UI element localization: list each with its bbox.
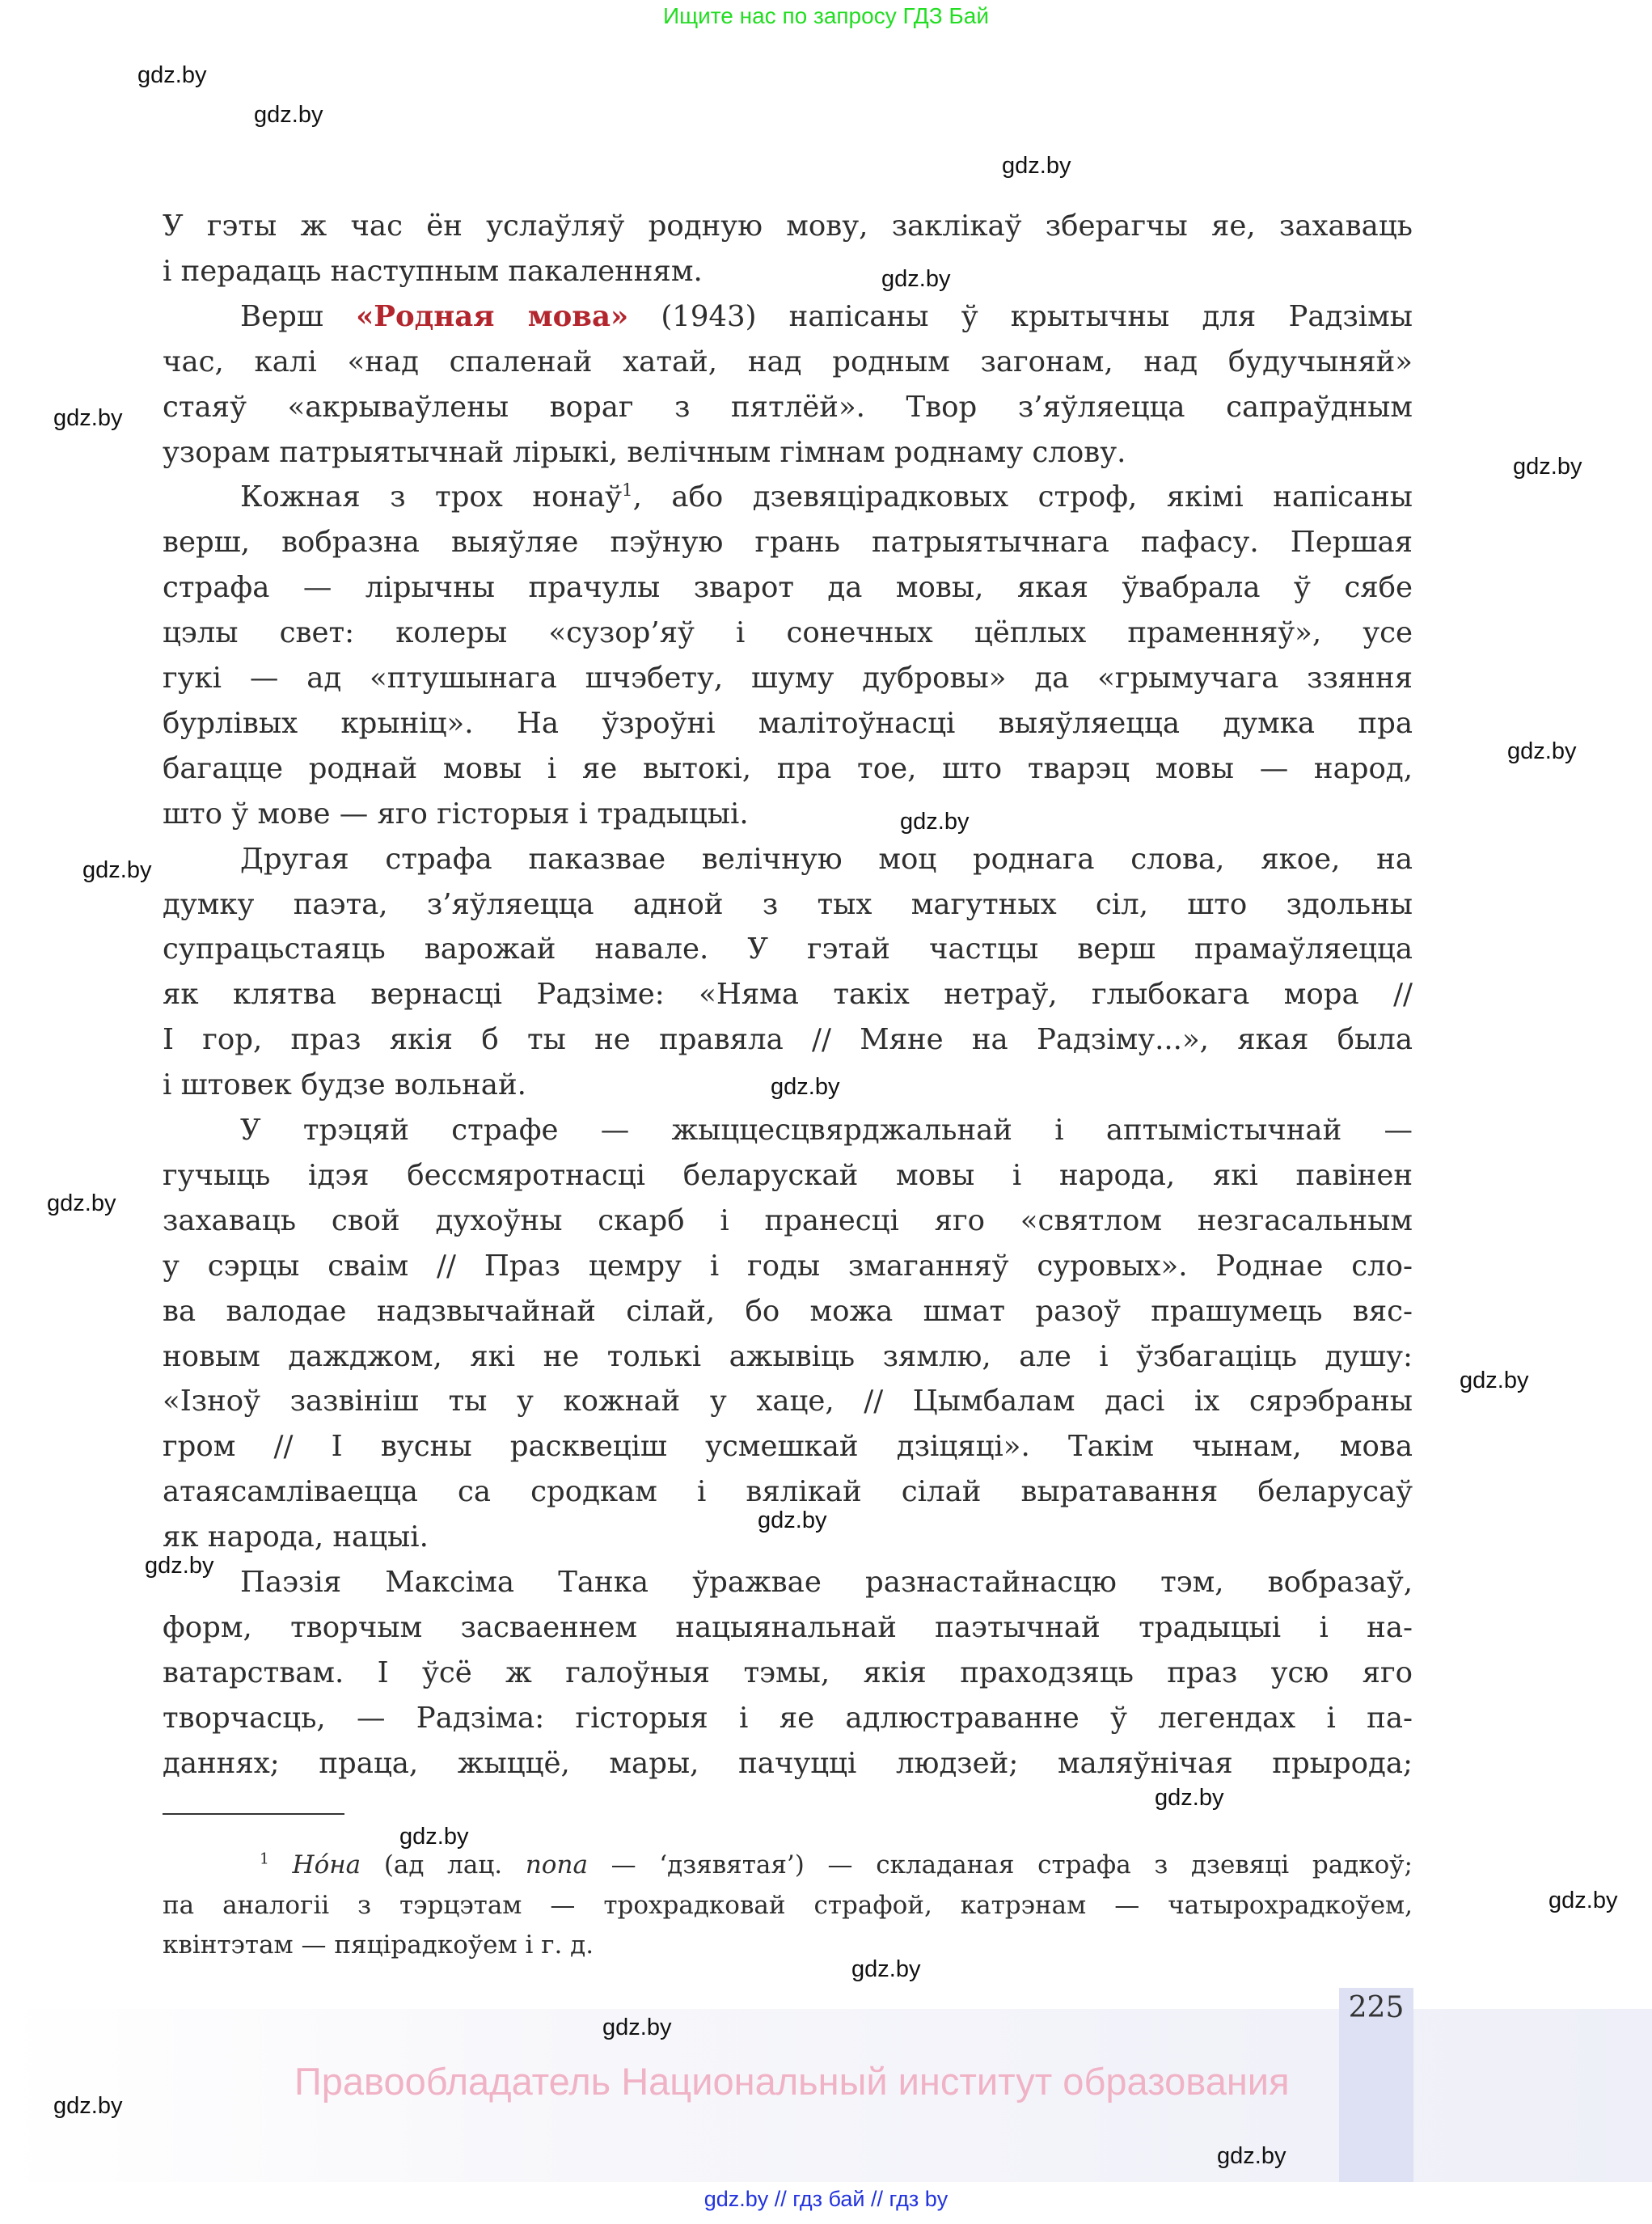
footnote-separator	[163, 1813, 344, 1815]
gdz-watermark: gdz.by	[145, 1553, 214, 1579]
body-line	[163, 1424, 1413, 1469]
body-line	[163, 837, 1413, 882]
body-line	[163, 746, 1413, 792]
text-run: У гэты ж час ён услаўляў родную мову, заклікаў зберагчы яе, захаваць	[163, 209, 1413, 243]
bottom-links[interactable]: gdz.by // гдз бай // гдз by	[703, 2187, 949, 2211]
gdz-watermark: gdz.by	[851, 1956, 921, 1982]
gdz-watermark: gdz.by	[82, 857, 152, 883]
gdz-watermark: gdz.by	[1460, 1368, 1529, 1393]
body-line	[163, 1605, 1413, 1651]
body-line	[163, 1153, 1413, 1199]
text-run: І гор, праз якія б ты не правяла // Мяне на Радзіму...», якая была	[163, 1023, 1413, 1057]
text-run: атаясамліваецца са сродкам і вялікай сілай выратавання беларусаў	[163, 1475, 1413, 1509]
gdz-watermark: gdz.by	[1217, 2143, 1287, 2169]
text-run: новым дажджом, які не толькі ажывіць зямлю, але і ўзбагаціць душу:	[163, 1339, 1413, 1373]
gdz-watermark: gdz.by	[53, 405, 123, 431]
text-run: і штовек будзе вольнай.	[163, 1068, 526, 1102]
text-run: думку паэта, з’яўляецца адной з тых магутных сіл, што здольны	[163, 887, 1413, 921]
body-line	[163, 611, 1413, 656]
poem-title: «Родная мова»	[356, 299, 629, 333]
text-run: Паэзія Максіма Танка ўражвае разнастайнасцю тэм, вобразаў,	[240, 1566, 1413, 1599]
body-line	[163, 520, 1413, 565]
italic-term: nona	[525, 1850, 588, 1879]
body-line	[163, 1379, 1413, 1424]
text-run: «Ізноў зазвініш ты у кожнай у хаце, // Цымбалам дасі іх сярэбраны	[163, 1385, 1413, 1419]
body-line	[163, 475, 1413, 520]
footnote-marker: 1	[622, 480, 633, 501]
body-line	[163, 882, 1413, 928]
body-line	[163, 294, 1413, 340]
text-run: гром // І вусны расквеціш усмешкай дзіцяці». Такім чынам, мова	[163, 1430, 1413, 1464]
body-line	[163, 1696, 1413, 1741]
rights-holder-watermark: Правообладатель Национальный институт образования	[294, 2060, 1290, 2103]
text-run: Другая страфа паказвае велічную моц роднага слова, якое, на	[240, 842, 1413, 876]
footnote-marker: 1	[260, 1850, 269, 1868]
text-run: што ў мове — яго гісторыя і традыцыі.	[163, 797, 749, 831]
gdz-watermark: gdz.by	[1513, 454, 1582, 480]
text-run: У трэцяй страфе — жыццесцвярджальнай і аптымістычнай —	[240, 1114, 1413, 1147]
body-line	[163, 430, 1413, 476]
gdz-watermark: gdz.by	[53, 2093, 123, 2119]
text-run: у сэрцы сваім // Праз цемру і годы змаганняў суровых». Роднае сло-	[163, 1249, 1413, 1283]
gdz-watermark: gdz.by	[1507, 738, 1577, 764]
body-line	[163, 1108, 1413, 1153]
text-run: страфа — лірычны прачулы зварот да мовы, якая ўвабрала ў сябе	[163, 571, 1413, 605]
text-run: (1943) напісаны ў крытычны для Радзімы	[628, 299, 1413, 333]
gdz-watermark: gdz.by	[771, 1074, 840, 1100]
text-run: гукі — ад «птушынага шчэбету, шуму дубровы» да «грымучага ззяння	[163, 662, 1413, 695]
body-line	[163, 340, 1413, 385]
text-run: Кожная з трох нонаў	[240, 480, 623, 514]
body-line	[163, 1560, 1413, 1605]
text-run: узорам патрыятычнай лірыкі, велічным гімнам роднаму слову.	[163, 435, 1126, 469]
gdz-watermark: gdz.by	[881, 266, 951, 292]
gdz-watermark: gdz.by	[602, 2015, 672, 2040]
text-run: , або дзевяцірадковых строф, якімі напісаны	[632, 480, 1413, 514]
body-line	[163, 1017, 1413, 1063]
text-run: цэлы свет: колеры «сузор’яў і сонечных цёплых праменняў», усе	[163, 616, 1413, 650]
text-run: час, калі «над спаленай хатай, над родным загонам, над будучыняй»	[163, 345, 1413, 378]
gdz-watermark: gdz.by	[254, 102, 323, 128]
text-run: як клятва вернасці Радзіме: «Няма такіх нетраў, глыбокага мора //	[163, 978, 1413, 1012]
body-line	[163, 1199, 1413, 1244]
text-run: супрацьстаяць варожай навале. У гэтай частцы верш прамаўляецца	[163, 932, 1413, 966]
gdz-watermark: gdz.by	[137, 62, 207, 88]
text-run: (ад лац.	[361, 1850, 526, 1879]
text-run: па аналогіі з тэрцэтам — трохрадковай страфой, катрэнам — чатырохрадкоўем,	[163, 1890, 1413, 1920]
text-run: гучыць ідэя бессмяротнасці беларускай мовы і народа, які павінен	[163, 1158, 1413, 1192]
body-line	[163, 1741, 1413, 1786]
body-line	[163, 972, 1413, 1017]
footnote-line	[163, 1885, 1413, 1926]
text-run: захаваць свой духоўны скарб і пранесці яго «святлом незгасальным	[163, 1203, 1413, 1237]
text-run: — ‘дзявятая’) — складаная страфа з дзевяці радкоў;	[587, 1850, 1413, 1879]
text-run: Верш	[240, 299, 357, 333]
text-run: багацце роднай мовы і яе вытокі, пра тое, што тварэц мовы — народ,	[163, 751, 1413, 785]
text-run: як народа, нацыі.	[163, 1520, 429, 1554]
gdz-watermark: gdz.by	[900, 809, 970, 835]
text-run: форм, творчым засваеннем нацыянальнай паэтычнай традыцыі і на-	[163, 1610, 1413, 1644]
italic-term: Но́на	[292, 1850, 361, 1879]
body-line	[163, 204, 1413, 249]
text-run: квінтэтам — пяцірадкоўем і г. д.	[163, 1930, 594, 1960]
page-number: 225	[1348, 1991, 1405, 2024]
text-run	[269, 1850, 293, 1879]
text-run: верш, вобразна выяўляе пэўную грань патрыятычнага пафасу. Першая	[163, 526, 1413, 560]
body-line	[163, 1334, 1413, 1380]
text-run: творчасць, — Радзіма: гісторыя і яе адлюстраванне ў легендах і па-	[163, 1701, 1413, 1735]
gdz-watermark: gdz.by	[1548, 1888, 1618, 1913]
text-run: ватарствам. І ўсё ж галоўныя тэмы, якія праходзяць праз усю яго	[163, 1655, 1413, 1689]
body-line	[163, 927, 1413, 972]
body-line	[163, 1289, 1413, 1334]
body-line	[163, 565, 1413, 611]
body-line	[163, 1244, 1413, 1289]
gdz-watermark: gdz.by	[1002, 153, 1071, 179]
gdz-watermark: gdz.by	[47, 1190, 116, 1216]
text-run: ва валодае надзвычайнай сілай, бо можа шмат разоў прашумець вяс-	[163, 1294, 1413, 1328]
text-run: і перадаць наступным пакаленням.	[163, 254, 703, 288]
text-run: стаяў «акрываўлены вораг з пятлёй». Твор з’яўляецца сапраўдным	[163, 390, 1413, 424]
body-line	[163, 249, 1413, 294]
body-line	[163, 385, 1413, 430]
footnote-line	[163, 1845, 1413, 1885]
body-line	[163, 792, 1413, 837]
gdz-watermark: gdz.by	[758, 1507, 827, 1533]
text-run: даннях; праца, жыццё, мары, пачуцці людзей; маляўнічая прырода;	[163, 1746, 1413, 1780]
body-line	[163, 1651, 1413, 1696]
footnote-line	[163, 1925, 1413, 1965]
gdz-watermark: gdz.by	[1155, 1785, 1224, 1811]
body-line	[163, 656, 1413, 701]
text-run: бурлівых крыніц». На ўзроўні малітоўнасці выяўляецца думка пра	[163, 706, 1413, 740]
gdz-watermark: gdz.by	[399, 1824, 469, 1850]
body-line	[163, 701, 1413, 746]
search-hint: Ищите нас по запросу ГДЗ Бай	[662, 3, 990, 28]
